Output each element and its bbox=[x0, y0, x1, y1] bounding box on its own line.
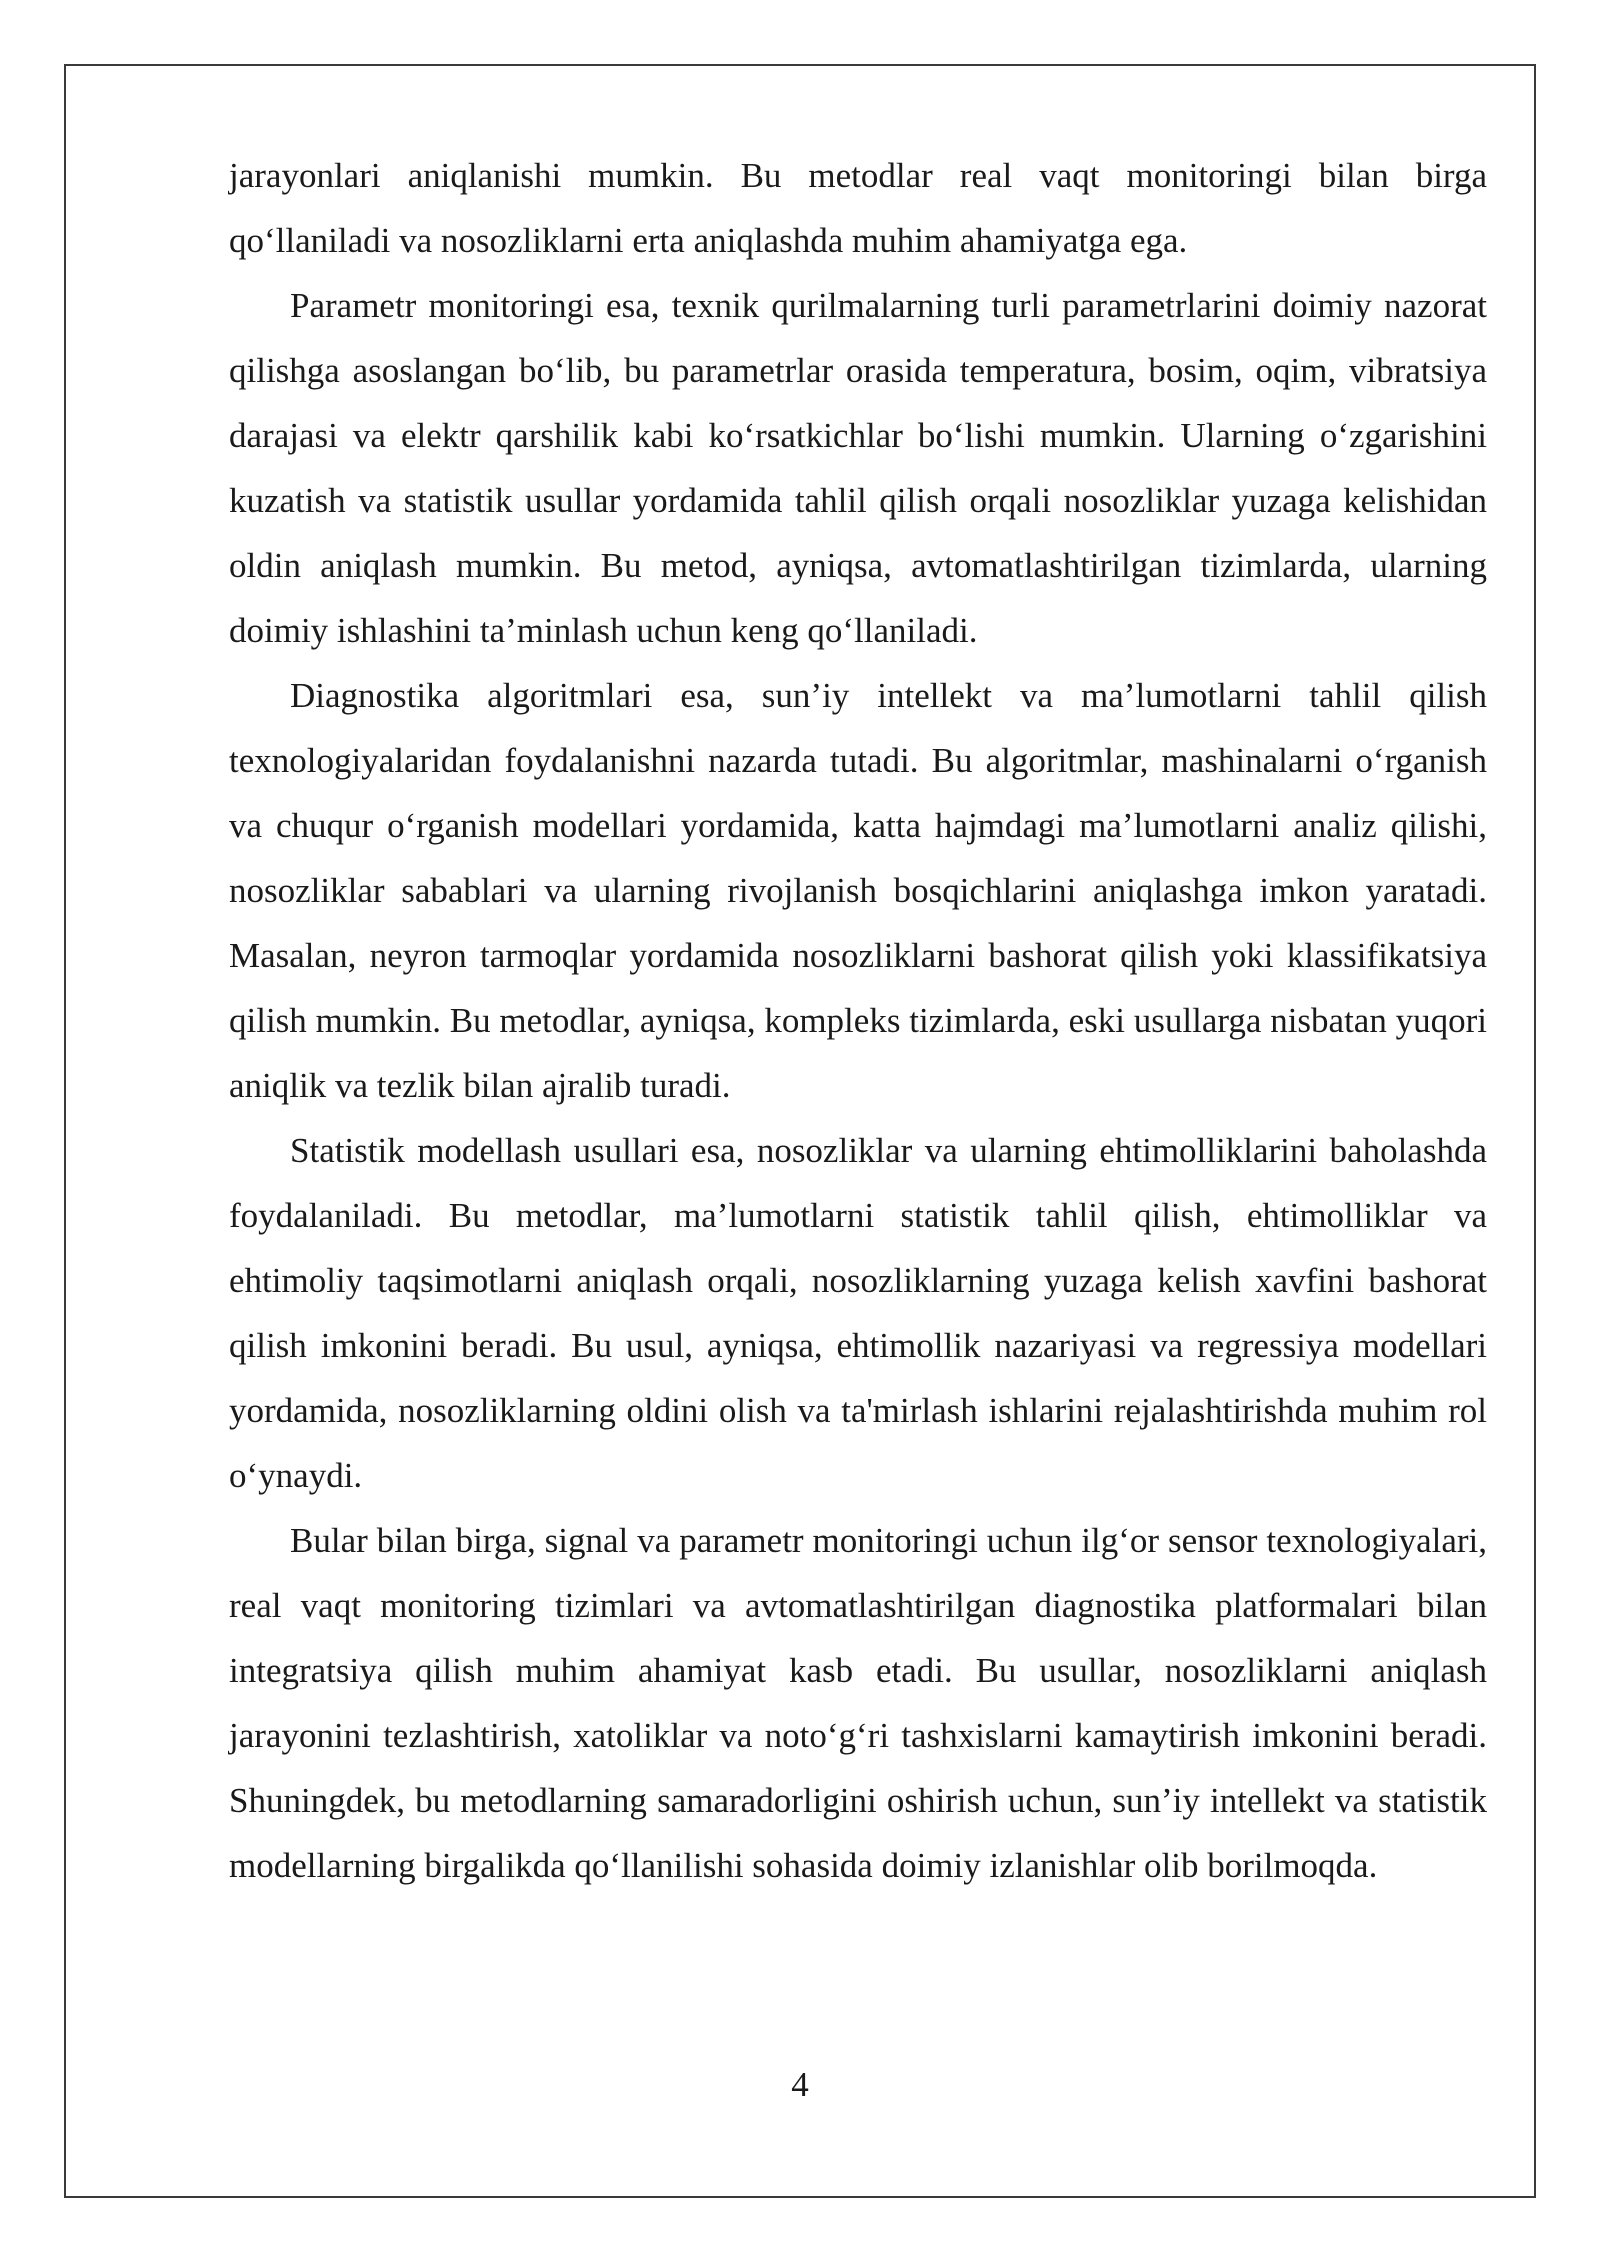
document-body bbox=[229, 143, 1487, 1898]
paragraph-5: Bular bilan birga, signal va parametr monitoringi uchun ilg‘or sensor texnologiyalari, real vaqt monitoring tizimlari va avtomatlashtirilgan diagnostika platformalari bilan integratsiya qilish muhim ahamiyat kasb etadi. Bu usullar, nosozliklarni aniqlash jarayonini tezlashtirish, xatoliklar va noto‘g‘ri tashxislarni kamaytirish imkonini beradi. Shuningdek, bu metodlarning samaradorligini oshirish uchun, sun’iy intellekt va statistik modellarning birgalikda qo‘llanilishi sohasida doimiy izlanishlar olib borilmoqda. bbox=[229, 1521, 1487, 1885]
paragraph-2: Parametr monitoringi esa, texnik qurilmalarning turli parametrlarini doimiy nazorat qilishga asoslangan bo‘lib, bu parametrlar orasida temperatura, bosim, oqim, vibratsiya darajasi va elektr qarshilik kabi ko‘rsatkichlar bo‘lishi mumkin. Ularning o‘zgarishini kuzatish va statistik usullar yordamida tahlil qilish orqali nosozliklar yuzaga kelishidan oldin aniqlash mumkin. Bu metod, ayniqsa, avtomatlashtirilgan tizimlarda, ularning doimiy ishlashini ta’minlash uchun keng qo‘llaniladi. bbox=[229, 286, 1487, 650]
paragraph-3: Diagnostika algoritmlari esa, sun’iy intellekt va ma’lumotlarni tahlil qilish texnologiyalaridan foydalanishni nazarda tutadi. Bu algoritmlar, mashinalarni o‘rganish va chuqur o‘rganish modellari yordamida, katta hajmdagi ma’lumotlarni analiz qilishi, nosozliklar sabablari va ularning rivojlanish bosqichlarini aniqlashga imkon yaratadi. Masalan, neyron tarmoqlar yordamida nosozliklarni bashorat qilish yoki klassifikatsiya qilish mumkin. Bu metodlar, ayniqsa, kompleks tizimlarda, eski usullarga nisbatan yuqori aniqlik va tezlik bilan ajralib turadi. bbox=[229, 676, 1487, 1105]
page-number: 4 bbox=[791, 2065, 809, 2104]
paragraph-4: Statistik modellash usullari esa, nosozliklar va ularning ehtimolliklarini baholashda foydalaniladi. Bu metodlar, ma’lumotlarni statistik tahlil qilish, ehtimolliklar va ehtimoliy taqsimotlarni aniqlash orqali, nosozliklarning yuzaga kelish xavfini bashorat qilish imkonini beradi. Bu usul, ayniqsa, ehtimollik nazariyasi va regressiya modellari yordamida, nosozliklarning oldini olish va ta'mirlash ishlarini rejalashtirishda muhim rol o‘ynaydi. bbox=[229, 1131, 1487, 1495]
paragraph-1: jarayonlari aniqlanishi mumkin. Bu metodlar real vaqt monitoringi bilan birga qo‘llaniladi va nosozliklarni erta aniqlashda muhim ahamiyatga ega. bbox=[229, 156, 1487, 260]
